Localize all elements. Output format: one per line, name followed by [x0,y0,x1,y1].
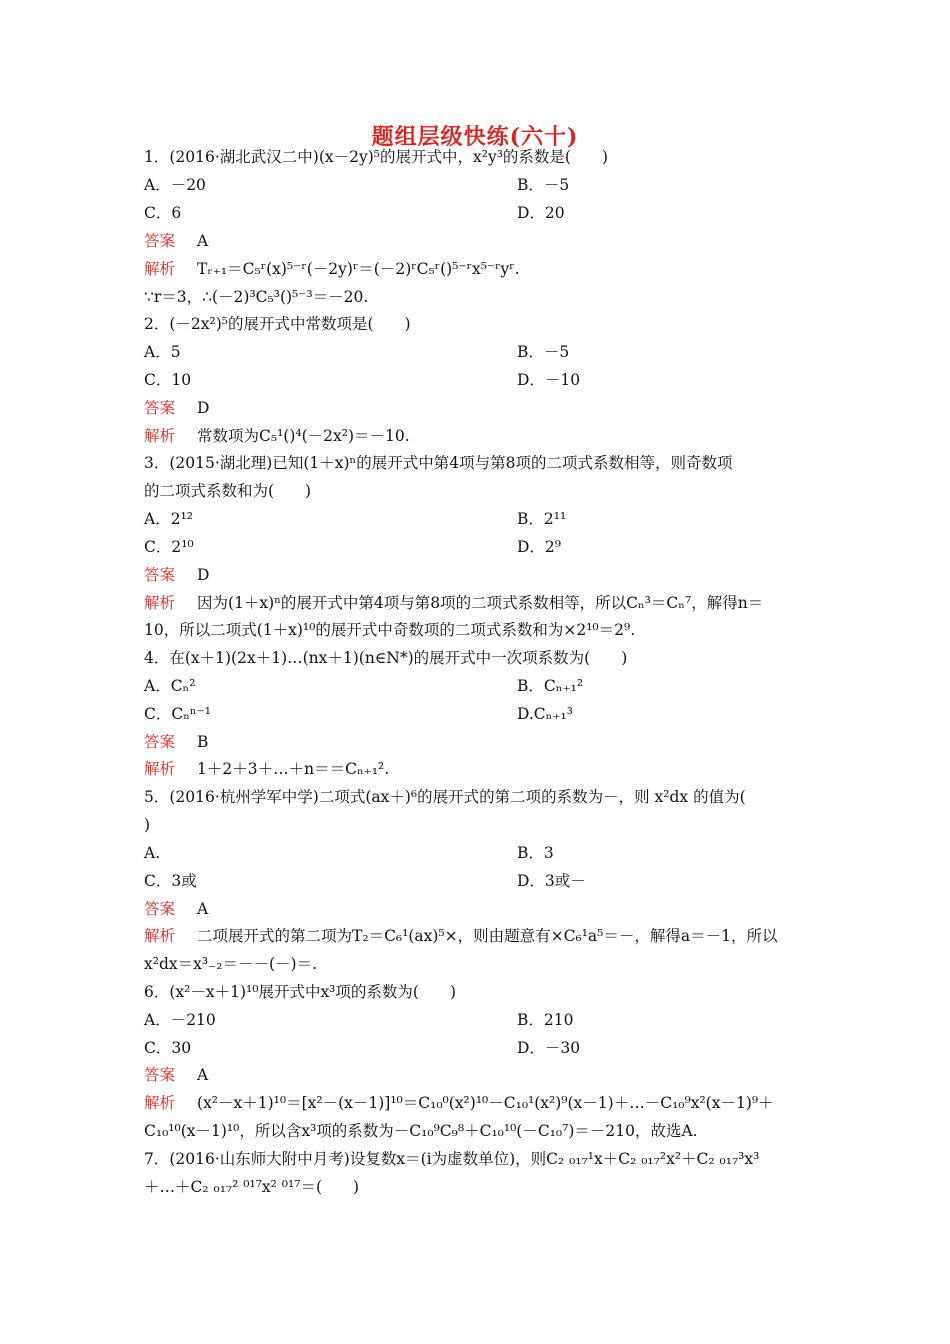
analysis-label: 解析 [144,260,176,278]
q1-analysis [144,259,520,279]
q3-analysis [144,593,763,613]
q3-stem-2: 的二项式系数和为( ) [144,482,312,500]
q4-option-c: C．Cₙⁿ⁻¹ [144,705,212,723]
q5-option-b: B．3 [517,844,554,862]
q5-stem-2: ) [144,816,151,834]
q7-stem-2: ＋…＋C₂ ₀₁₇² ⁰¹⁷x² ⁰¹⁷＝( ) [144,1178,360,1196]
q6-answer-value: A [197,1066,209,1084]
q1-answer-value: A [197,232,209,250]
q4-option-a: A．Cₙ² [144,677,196,695]
q1-answer [144,231,208,251]
q6-analysis-text-1: (x²－x＋1)¹⁰＝[x²－(x－1)]¹⁰＝C₁₀⁰(x²)¹⁰－C₁₀¹(x²)⁹(x－1)＋…－C₁₀⁹x²(x－1)⁹＋ [197,1094,774,1112]
q6-option-a: A．－210 [144,1011,216,1029]
analysis-label: 解析 [144,594,176,612]
q4-answer-value: B [197,733,209,751]
analysis-label: 解析 [144,427,176,445]
q3-option-a: A．2¹² [144,510,193,528]
q5-analysis [144,926,777,946]
q2-analysis [144,426,410,446]
q1-option-c: C．6 [144,204,182,222]
q3-analysis-text-1: 因为(1＋x)ⁿ的展开式中第4项与第8项的二项式系数相等，所以Cₙ³＝Cₙ⁷，解得n＝ [197,594,764,612]
q3-option-d: D．2⁹ [517,538,562,556]
q2-stem: 2．(－2x²)⁵的展开式中常数项是( ) [144,315,411,333]
q3-answer [144,565,209,585]
q4-analysis-text-1: 1＋2＋3＋…＋n＝＝Cₙ₊₁². [197,760,390,778]
q4-answer [144,732,208,752]
q1-analysis-text-2: ∵r＝3，∴(－2)³C₅³()⁵⁻³＝－20. [144,288,369,306]
q6-option-c: C．30 [144,1039,192,1057]
q2-answer [144,398,209,418]
q1-option-b: B．－5 [517,176,570,194]
q2-option-a: A．5 [144,343,181,361]
answer-label: 答案 [144,900,176,918]
q3-stem-1: 3．(2015·湖北理)已知(1＋x)ⁿ的展开式中第4项与第8项的二项式系数相等，则奇数项 [144,454,733,472]
q4-option-d: D.Cₙ₊₁³ [517,705,573,723]
q2-analysis-text-1: 常数项为C₅¹()⁴(－2x²)＝－10. [197,427,410,445]
q1-option-a: A．－20 [144,176,206,194]
q6-option-b: B．210 [517,1011,574,1029]
q1-analysis-text-1: Tᵣ₊₁＝C₅ʳ(x)⁵⁻ʳ(－2y)ʳ＝(－2)ʳC₅ʳ()⁵⁻ʳx⁵⁻ʳyʳ. [197,260,520,278]
q2-option-c: C．10 [144,371,192,389]
analysis-label: 解析 [144,927,176,945]
answer-label: 答案 [144,733,176,751]
q5-answer-value: A [197,900,209,918]
q6-stem: 6．(x²－x＋1)¹⁰展开式中x³项的系数为( ) [144,983,456,1001]
q6-answer [144,1065,208,1085]
q2-option-d: D．－10 [517,371,581,389]
answer-label: 答案 [144,399,176,417]
answer-label: 答案 [144,1066,176,1084]
q4-stem: 4．在(x＋1)(2x＋1)…(nx＋1)(n∈N*)的展开式中一次项系数为( ) [144,649,628,667]
analysis-label: 解析 [144,1094,176,1112]
q6-analysis [144,1093,774,1113]
q5-analysis-text-1: 二项展开式的第二项为T₂＝C₆¹(ax)⁵×，则由题意有×C₆¹a⁵＝－，解得a＝－1，所以 [197,927,778,945]
q5-option-d: D．3或－ [517,872,586,890]
q3-answer-value: D [197,566,210,584]
q5-answer [144,899,208,919]
q6-analysis-text-2: C₁₀¹⁰(x－1)¹⁰，所以含x³项的系数为－C₁₀⁹C₉⁸＋C₁₀¹⁰(－C₁₀⁷)＝－210，故选A. [144,1122,698,1140]
q4-option-b: B．Cₙ₊₁² [517,677,584,695]
answer-label: 答案 [144,232,176,250]
analysis-label: 解析 [144,760,176,778]
q2-answer-value: D [197,399,210,417]
q5-option-c: C．3或 [144,872,197,890]
q3-option-b: B．2¹¹ [517,510,567,528]
q7-stem-1: 7．(2016·山东师大附中月考)设复数x＝(i为虚数单位)，则C₂ ₀₁₇¹x＋C₂ ₀₁₇²x²＋C₂ ₀₁₇³x³ [144,1150,760,1168]
answer-label: 答案 [144,566,176,584]
page-title: 题组层级快练(六十) [371,124,579,150]
q1-option-d: D．20 [517,204,565,222]
q2-option-b: B．－5 [517,343,570,361]
q4-analysis [144,759,389,779]
q1-stem: 1．(2016·湖北武汉二中)(x－2y)⁵的展开式中，x²y³的系数是( ) [144,148,609,166]
q3-option-c: C．2¹⁰ [144,538,194,556]
q5-option-a: A. [144,844,161,862]
q5-analysis-text-2: x²dx＝x³₋₂＝－－(－)＝. [144,955,317,973]
q6-option-d: D．－30 [517,1039,581,1057]
q3-analysis-text-2: 10，所以二项式(1＋x)¹⁰的展开式中奇数项的二项式系数和为×2¹⁰＝2⁹. [144,621,636,639]
q5-stem-1: 5．(2016·杭州学军中学)二项式(ax＋)⁶的展开式的第二项的系数为－，则 x²dx 的值为( [144,788,746,806]
